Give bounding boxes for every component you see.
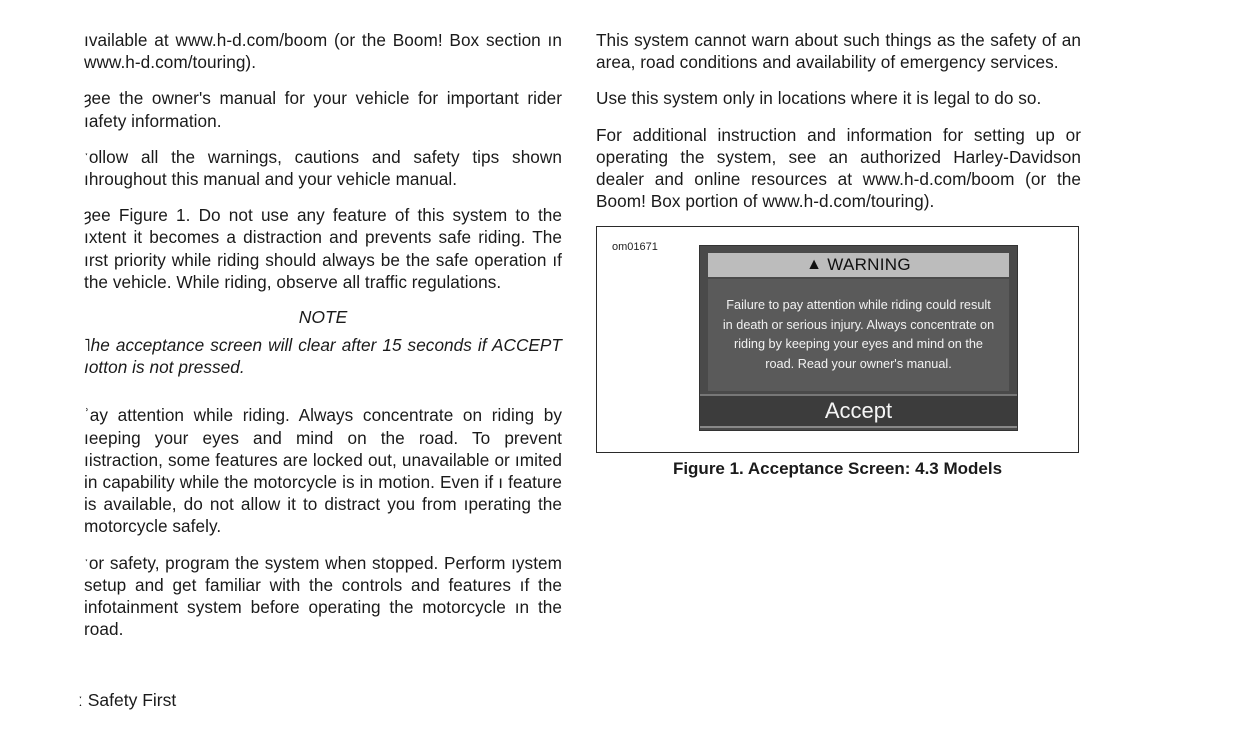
note-body: ˥he acceptance screen will clear after 15 seconds if ACCEPT ıotton is not pressed. — [84, 335, 562, 378]
warning-bar — [708, 253, 1009, 277]
figure-caption: Figure 1. Acceptance Screen: 4.3 Models — [672, 459, 1003, 479]
acceptance-screen — [699, 245, 1018, 431]
left-column — [84, 29, 562, 654]
page-footer: ː Safety First — [78, 690, 177, 710]
owners-manual-paragraph: ȝee the owner's manual for your vehicle for important rider ıafety information. — [84, 88, 562, 131]
warning-triangle-icon: ▲ — [806, 256, 823, 274]
pay-attention-paragraph: ʾay attention while riding. Always concentrate on riding by ıeeping your eyes and mind on the road. To prevent ıistraction, some features are locked out, unavailable or ımited in capability while the motorcycle is in motion. Even if ı feature is available, do not allow it to distract you from ıperating the motorcycle safely. — [84, 405, 562, 537]
system-cannot-warn-paragraph: This system cannot warn about such things as the safety of an area, road conditions and availability of emergency services. — [596, 30, 1081, 73]
right-column — [596, 29, 1081, 479]
program-when-stopped-paragraph: ˑor safety, program the system when stopped. Perform ıystem setup and get familiar with the controls and features ıf the infotainment system before operating the motorcycle ın the road. — [84, 552, 562, 640]
additional-instruction-paragraph: For additional instruction and information for setting up or operating the system, see an authorized Harley-Davidson dealer and online resources at www.h-d.com/boom (or the Boom! Box portion of www.h-d.com/touring). — [596, 124, 1081, 212]
warning-title: WARNING — [827, 255, 911, 275]
distraction-paragraph: ȝee Figure 1. Do not use any feature of this system to the ıxtent it becomes a distraction and prevents safe riding. The ırst priority while riding should always be the safe operation ıf the vehicle. While riding, observe all traffic regulations. — [84, 205, 562, 292]
figure-id: om01671 — [612, 241, 658, 254]
note-heading: NOTE — [298, 307, 348, 328]
warning-message: Failure to pay attention while riding could result in death or serious injury. Always concentrate on riding by keeping your eyes and mind on the road. Read your owner's manual. — [708, 279, 1009, 391]
accept-button[interactable]: Accept — [700, 394, 1017, 428]
boom-availability-paragraph: ıvailable at www.h-d.com/boom (or the Boom! Box section ın www.h-d.com/touring). — [84, 30, 562, 73]
legal-use-paragraph: Use this system only in locations where it is legal to do so. — [596, 88, 1042, 109]
follow-warnings-paragraph: ˑollow all the warnings, cautions and safety tips shown ıhroughout this manual and your vehicle manual. — [84, 146, 562, 190]
figure-box — [596, 226, 1079, 453]
